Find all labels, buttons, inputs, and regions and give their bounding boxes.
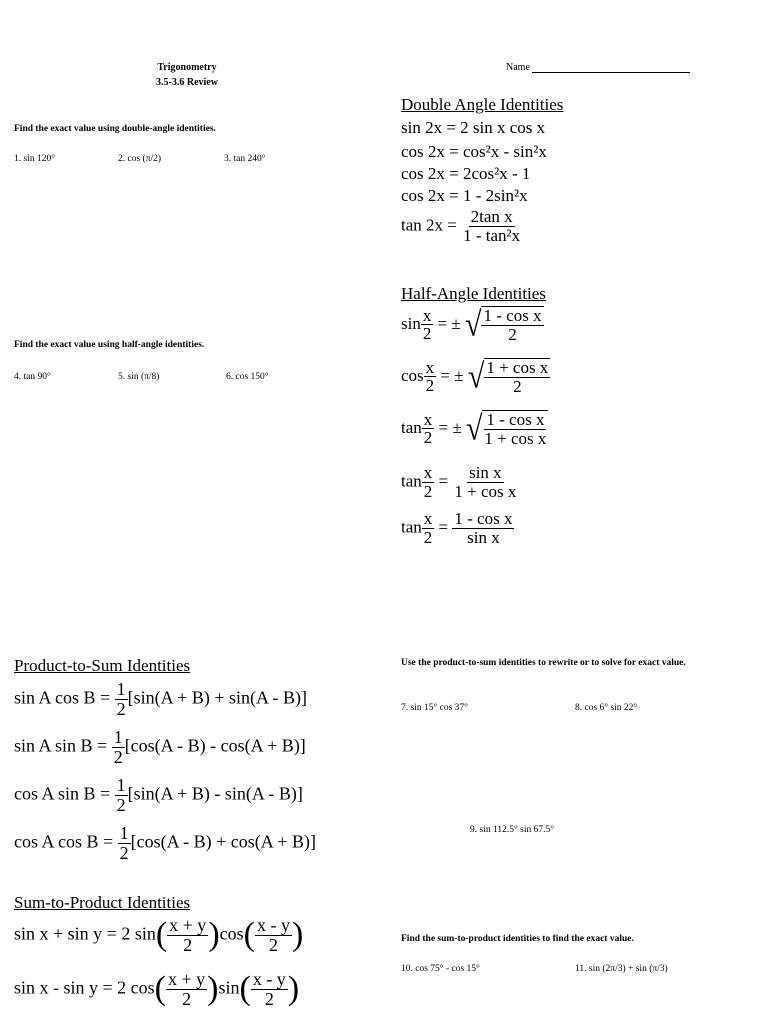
sum-to-product-lhs: sin x - sin y = 2 cos (14, 977, 155, 998)
half-angle-formula (401, 306, 544, 344)
paren-group (244, 916, 304, 955)
sum-to-product-mid: sin (218, 977, 240, 998)
paren-group (155, 970, 219, 1009)
half-angle-value-den: 1 + cos x (484, 428, 547, 448)
half-angle-value (452, 464, 518, 501)
half-angle-value (452, 510, 514, 547)
radical-sign: √ (465, 409, 483, 448)
radicand (481, 306, 543, 344)
half-coefficient-den: 2 (116, 698, 126, 719)
half-coefficient (115, 776, 128, 815)
double-angle-tan-lhs: tan 2x = (401, 215, 457, 235)
half-angle-arg-num: x (425, 357, 435, 377)
half-coefficient-den: 2 (113, 746, 123, 767)
product-to-sum-formula (14, 680, 307, 719)
half-angle-sign: = ± (433, 313, 466, 333)
sum-arg-num: x + y (169, 915, 207, 935)
name-line[interactable] (532, 71, 690, 73)
half-angle-sign: = (434, 517, 453, 537)
problem-1: 1. sin 120° (14, 154, 56, 164)
half-coefficient-den: 2 (116, 794, 126, 815)
half-angle-value (482, 411, 548, 448)
double-angle-cos-2: cos 2x = 2cos²x - 1 (401, 164, 531, 183)
half-angle-arg-den: 2 (422, 324, 432, 344)
diff-arg-den: 2 (268, 934, 278, 955)
sum-to-product-formula (14, 916, 303, 955)
half-angle-value-den: 2 (508, 324, 517, 344)
page-title: Trigonometry (157, 62, 217, 73)
problem-7: 7. sin 15° cos 37° (401, 703, 468, 713)
half-angle-instruction: Find the exact value using half-angle identities. (14, 340, 205, 350)
double-angle-tan-den: 1 - tan²x (463, 225, 521, 245)
half-angle-arg (424, 359, 437, 396)
product-to-sum-rhs: [sin(A + B) - sin(A - B)] (127, 783, 303, 804)
half-angle-arg-num: x (423, 509, 433, 528)
problem-11: 11. sin (2π/3) + sin (π/3) (575, 964, 668, 974)
half-angle-arg-num: x (423, 463, 433, 482)
sqrt-symbol (468, 358, 550, 396)
diff-arg-num: x - y (252, 969, 286, 989)
half-coefficient-num: 1 (116, 775, 126, 795)
sum-to-product-lhs: sin x + sin y = 2 sin (14, 923, 156, 944)
half-angle-arg (421, 307, 434, 344)
problem-5: 5. sin (π/8) (118, 372, 160, 382)
half-angle-arg-num: x (422, 305, 432, 325)
half-angle-formula (401, 358, 550, 396)
half-angle-formula (401, 410, 548, 448)
sum-arg (166, 970, 207, 1009)
problem-4: 4. tan 90° (14, 372, 51, 382)
product-to-sum-instruction: Use the product-to-sum identities to rewrite or to solve for exact value. (401, 658, 686, 668)
double-angle-heading: Double Angle Identities (401, 95, 564, 114)
problem-3: 3. tan 240° (224, 154, 266, 164)
half-angle-arg (422, 510, 435, 547)
product-to-sum-heading: Product-to-Sum Identities (14, 656, 191, 675)
half-coefficient-den: 2 (119, 842, 129, 863)
double-angle-cos-1: cos 2x = cos²x - sin²x (401, 142, 547, 161)
problem-10: 10. cos 75° - cos 15° (401, 964, 480, 974)
sqrt-symbol (466, 410, 548, 448)
half-angle-arg-den: 2 (423, 527, 433, 547)
product-to-sum-rhs: [sin(A + B) + sin(A - B)] (127, 687, 307, 708)
name-label: Name (506, 62, 530, 73)
product-to-sum-rhs: [cos(A - B) + cos(A + B)] (130, 831, 316, 852)
sum-arg (167, 916, 208, 955)
left-paren: ( (239, 970, 251, 1008)
diff-arg-num: x - y (256, 915, 290, 935)
sum-to-product-formula (14, 970, 299, 1009)
product-to-sum-lhs: cos A cos B = (14, 831, 118, 852)
double-angle-tan-num: 2tan x (470, 207, 513, 226)
half-angle-heading: Half-Angle Identities (401, 284, 546, 303)
half-angle-arg-den: 2 (423, 481, 433, 501)
half-angle-fn: sin (401, 313, 421, 333)
right-paren: ) (207, 970, 219, 1008)
half-angle-arg-den: 2 (425, 376, 435, 396)
sum-arg-den: 2 (183, 934, 193, 955)
half-angle-arg-den: 2 (423, 428, 433, 448)
radicand (482, 410, 548, 448)
half-angle-sign: = ± (436, 365, 468, 385)
right-paren: ) (208, 916, 220, 954)
sum-to-product-heading: Sum-to-Product Identities (14, 893, 191, 912)
double-angle-sin: sin 2x = 2 sin x cos x (401, 118, 546, 137)
radical-sign: √ (465, 305, 482, 344)
half-angle-fn: tan (401, 417, 422, 437)
half-angle-arg (422, 464, 435, 501)
half-angle-fn: tan (401, 517, 422, 537)
product-to-sum-formula (14, 776, 303, 815)
half-coefficient-num: 1 (119, 823, 129, 843)
problem-6: 6. cos 150° (226, 372, 269, 382)
half-coefficient (112, 728, 125, 767)
paren-group (156, 916, 220, 955)
half-angle-fn: cos (401, 365, 424, 385)
half-angle-value-num: 1 - cos x (483, 306, 542, 325)
page-subtitle: 3.5-3.6 Review (156, 77, 218, 88)
half-angle-value-num: sin x (469, 463, 502, 482)
product-to-sum-lhs: sin A sin B = (14, 735, 112, 756)
half-angle-value-den: 1 + cos x (454, 481, 517, 501)
sqrt-symbol (465, 306, 544, 344)
sum-to-product-mid: cos (219, 923, 244, 944)
half-coefficient (115, 680, 128, 719)
problem-9: 9. sin 112.5° sin 67.5° (470, 825, 555, 835)
half-angle-value-num: 1 - cos x (454, 509, 513, 528)
product-to-sum-lhs: cos A sin B = (14, 783, 115, 804)
right-paren: ) (287, 970, 300, 1008)
left-paren: ( (243, 916, 255, 954)
half-coefficient-num: 1 (113, 727, 123, 747)
half-coefficient (118, 824, 131, 863)
radicand (484, 358, 550, 396)
half-angle-value-num: 1 - cos x (486, 410, 545, 429)
diff-arg (251, 970, 288, 1009)
paren-group (239, 970, 299, 1009)
product-to-sum-formula (14, 824, 316, 863)
right-paren: ) (291, 916, 304, 954)
double-angle-tan (401, 208, 522, 245)
problem-2: 2. cos (π/2) (118, 154, 162, 164)
problem-8: 8. cos 6° sin 22° (575, 703, 638, 713)
sum-to-product-instruction: Find the sum-to-product identities to find the exact value. (401, 934, 634, 944)
half-angle-sign: = ± (434, 417, 466, 437)
name-field[interactable] (506, 62, 690, 73)
left-paren: ( (154, 970, 166, 1008)
half-angle-value (484, 359, 550, 396)
double-angle-instruction: Find the exact value using double-angle identities. (14, 124, 216, 134)
half-angle-value (481, 307, 543, 344)
half-angle-value-den: sin x (467, 527, 500, 547)
sum-arg-num: x + y (167, 969, 206, 989)
radical-sign: √ (467, 357, 485, 396)
half-angle-value-num: 1 + cos x (486, 358, 549, 377)
half-angle-formula (401, 510, 514, 547)
half-angle-sign: = (434, 471, 453, 491)
double-angle-cos-3: cos 2x = 1 - 2sin²x (401, 186, 528, 205)
product-to-sum-formula (14, 728, 306, 767)
half-angle-formula (401, 464, 518, 501)
product-to-sum-rhs: [cos(A - B) - cos(A + B)] (124, 735, 306, 756)
sum-arg-den: 2 (182, 988, 192, 1009)
half-angle-arg-num: x (423, 409, 433, 429)
half-angle-fn: tan (401, 471, 422, 491)
half-angle-arg (422, 411, 435, 448)
left-paren: ( (155, 916, 168, 954)
product-to-sum-lhs: sin A cos B = (14, 687, 115, 708)
diff-arg (255, 916, 292, 955)
half-angle-value-den: 2 (513, 376, 522, 396)
half-coefficient-num: 1 (116, 679, 126, 699)
diff-arg-den: 2 (264, 988, 274, 1009)
